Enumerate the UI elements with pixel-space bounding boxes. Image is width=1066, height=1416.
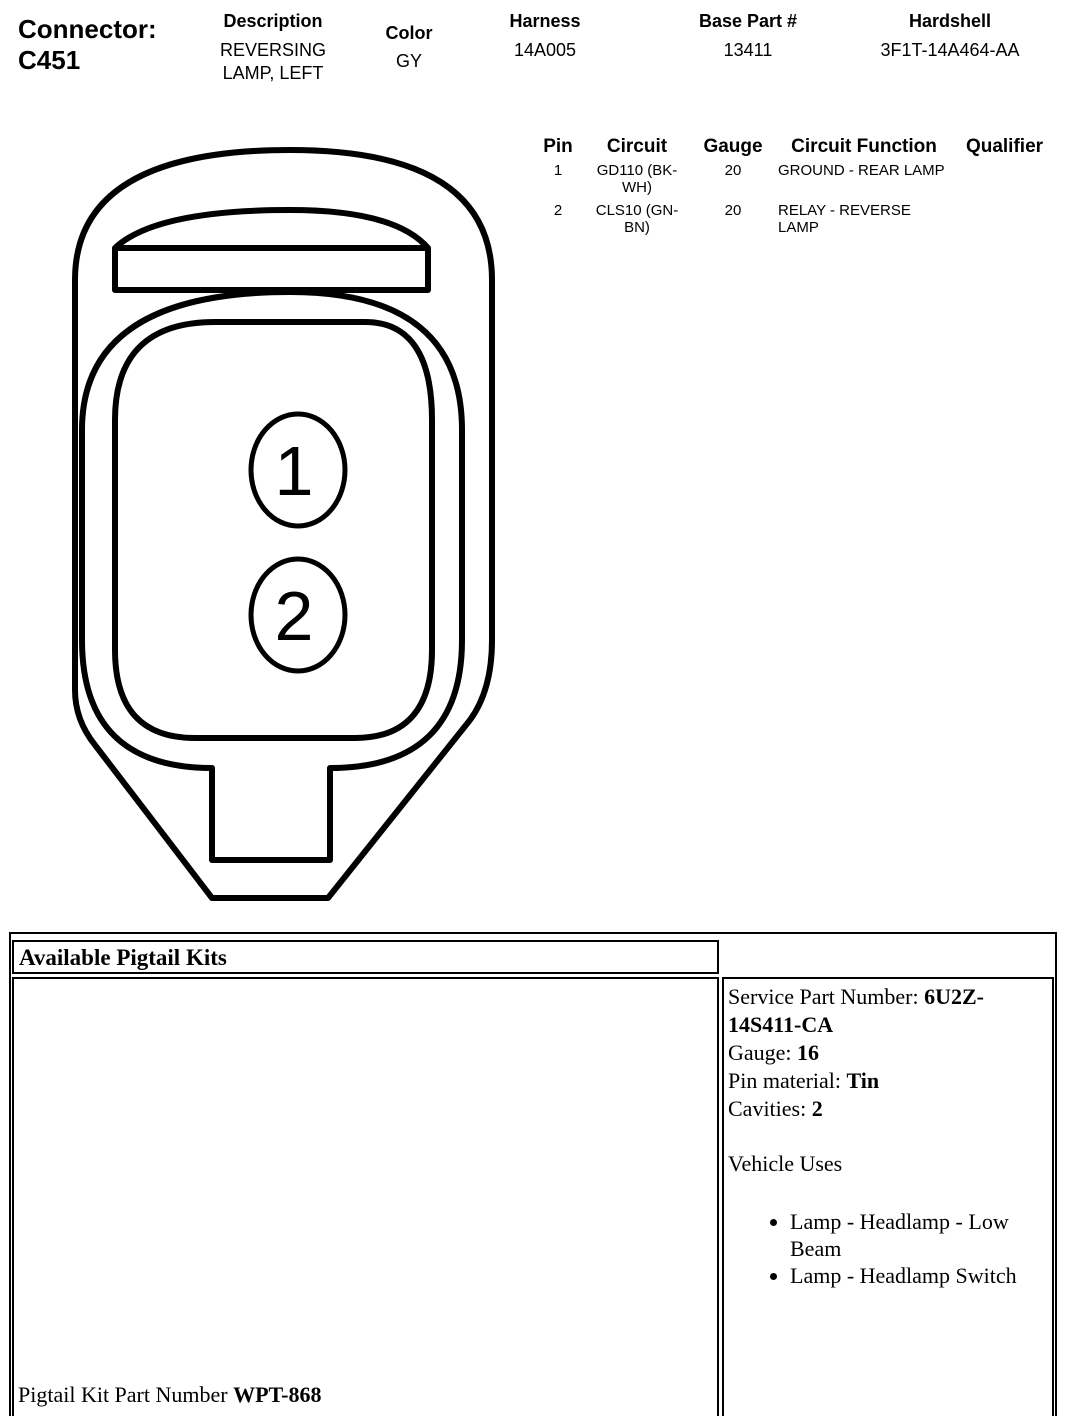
base-part-value: 13411 bbox=[723, 40, 773, 60]
hardshell-label: Hardshell bbox=[908, 11, 992, 31]
pin-cell: 1 bbox=[553, 162, 563, 179]
qualifier-column-header: Qualifier bbox=[965, 136, 1044, 157]
pigtail-kit-part-number bbox=[18, 1382, 322, 1408]
cavities-line bbox=[728, 1095, 1052, 1123]
color-column bbox=[364, 22, 454, 73]
pin-material-label: Pin material: bbox=[728, 1068, 842, 1093]
cavities-value: 2 bbox=[811, 1096, 823, 1121]
pigtail-details-cell bbox=[722, 977, 1054, 1416]
harness-label: Harness bbox=[509, 11, 581, 31]
connector-id: C451 bbox=[18, 45, 81, 75]
connector-face-diagram bbox=[70, 132, 500, 907]
connector-seal-outer bbox=[82, 292, 462, 860]
gauge-label: Gauge: bbox=[728, 1040, 792, 1065]
circuit-cell: GD110 (BK-WH) bbox=[596, 162, 678, 196]
function-cell: RELAY - REVERSE LAMP bbox=[778, 202, 911, 236]
gauge-cell: 20 bbox=[724, 162, 742, 179]
connector-cavity-face bbox=[115, 322, 432, 738]
base-part-column bbox=[668, 10, 828, 62]
cavities-label: Cavities: bbox=[728, 1096, 807, 1121]
service-part-number bbox=[728, 983, 1052, 1039]
gauge-column-header: Gauge bbox=[703, 136, 763, 157]
base-part-label: Base Part # bbox=[698, 11, 798, 31]
circuit-column-header: Circuit bbox=[606, 136, 668, 157]
hardshell-value: 3F1T-14A464-AA bbox=[880, 40, 1020, 60]
description-line-1: REVERSING bbox=[219, 40, 327, 60]
list-item: • Lamp - Headlamp - Low Beam bbox=[790, 1208, 1052, 1262]
service-part-label: Service Part Number: bbox=[728, 984, 919, 1009]
harness-value: 14A005 bbox=[513, 40, 577, 60]
pigtail-kit-value: WPT-868 bbox=[233, 1382, 322, 1407]
gauge-cell: 20 bbox=[724, 202, 742, 219]
color-value: GY bbox=[395, 51, 422, 71]
gauge-line bbox=[728, 1039, 1052, 1067]
service-part-value: 6U2Z-14S411-CA bbox=[728, 984, 984, 1037]
pin-cell: 2 bbox=[553, 202, 563, 219]
pin-2-label: 2 bbox=[274, 577, 314, 655]
gauge-value: 16 bbox=[797, 1040, 820, 1065]
harness-column bbox=[475, 10, 615, 62]
list-item: • Lamp - Headlamp Switch bbox=[790, 1262, 1052, 1289]
connector-label: Connector: bbox=[18, 14, 157, 44]
description-value bbox=[192, 39, 354, 85]
table-row bbox=[532, 202, 1057, 242]
hardshell-column bbox=[855, 10, 1045, 62]
description-column bbox=[192, 10, 354, 85]
vehicle-uses-title: Vehicle Uses bbox=[728, 1151, 843, 1176]
qualifier-cell bbox=[952, 202, 1057, 242]
pin-material-value: Tin bbox=[846, 1068, 880, 1093]
table-row bbox=[532, 162, 1057, 202]
pin-material-line bbox=[728, 1067, 1052, 1095]
pin-1-label: 1 bbox=[274, 432, 314, 510]
pigtail-kits-header: Available Pigtail Kits bbox=[12, 940, 719, 974]
description-label: Description bbox=[223, 11, 323, 31]
color-label: Color bbox=[385, 23, 433, 43]
connector-title bbox=[18, 14, 157, 76]
qualifier-cell bbox=[952, 162, 1057, 202]
pigtail-kit-cell bbox=[12, 977, 719, 1416]
circuit-function-column-header: Circuit Function bbox=[791, 136, 937, 157]
pin-column-header: Pin bbox=[543, 136, 573, 157]
function-cell: GROUND - REAR LAMP bbox=[778, 162, 945, 179]
pin-table-header bbox=[532, 134, 1057, 162]
vehicle-uses-list bbox=[728, 1208, 1052, 1289]
pin-table bbox=[532, 134, 1057, 242]
pigtail-kit-label: Pigtail Kit Part Number bbox=[18, 1382, 228, 1407]
circuit-cell: CLS10 (GN-BN) bbox=[595, 202, 679, 236]
description-line-2: LAMP, LEFT bbox=[222, 63, 324, 83]
